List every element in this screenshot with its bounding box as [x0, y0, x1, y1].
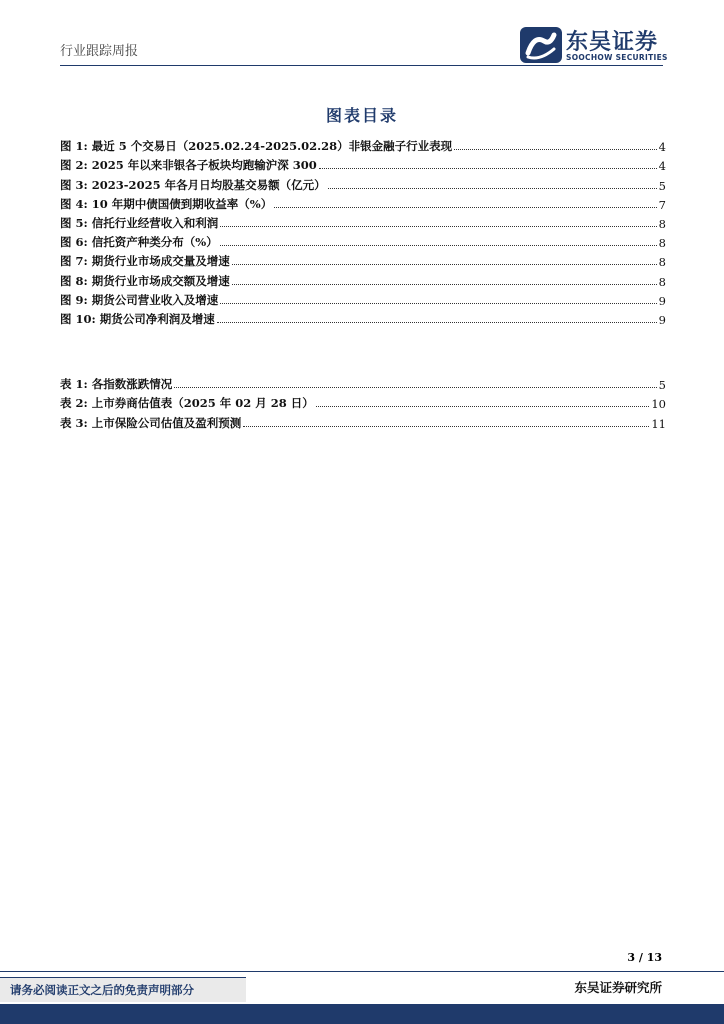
toc-page-number: 4 — [658, 140, 666, 155]
toc-entry-text — [60, 215, 218, 231]
toc-row[interactable] — [60, 250, 666, 269]
toc-entry-title: 期货公司净利润及增速 — [99, 311, 215, 326]
brand-logo-icon — [520, 27, 562, 63]
toc-row[interactable] — [60, 392, 666, 411]
toc-label: 图 3: — [60, 177, 88, 192]
toc-entry-title: 2023-2025 年各月日均股基交易额（亿元） — [91, 177, 326, 192]
toc-title: 图表目录 — [325, 106, 398, 125]
toc-entry-title: 期货公司营业收入及增速 — [91, 292, 219, 307]
toc-label: 图 2: — [60, 158, 88, 173]
footer-disclaimer-box — [0, 977, 246, 1002]
toc-entry-title: 上市保险公司估值及盈利预测 — [91, 415, 242, 430]
toc-leader-dots — [232, 264, 657, 265]
toc-leader-dots — [220, 245, 657, 246]
toc-page-number: 7 — [658, 197, 666, 212]
toc-entry-text — [60, 138, 452, 154]
toc-label: 表 3: — [60, 415, 88, 430]
toc-leader-dots — [217, 322, 657, 323]
toc-label: 表 1: — [60, 377, 88, 392]
toc-row[interactable] — [60, 373, 666, 392]
toc-entry-text — [60, 311, 215, 327]
toc-entry-text — [60, 273, 230, 289]
toc-row[interactable] — [60, 289, 666, 308]
toc-entry-title: 10 年期中债国债到期收益率（%） — [91, 196, 273, 211]
toc-entry-text — [60, 292, 218, 308]
footer-institute: 东吴证券研究所 — [574, 980, 662, 995]
table-list — [60, 373, 666, 431]
toc-leader-dots — [220, 303, 656, 304]
toc-page-number: 9 — [658, 293, 666, 308]
toc-leader-dots — [319, 168, 657, 169]
toc-entry-title: 信托行业经营收入和利润 — [91, 215, 219, 230]
toc-entry-text — [60, 376, 172, 392]
toc-leader-dots — [454, 149, 657, 150]
toc-label: 图 1: — [60, 139, 88, 154]
toc-entry-text — [60, 253, 230, 269]
page-number: 3 / 13 — [627, 951, 662, 964]
toc-leader-dots — [243, 426, 649, 427]
toc-entry-text — [60, 157, 317, 173]
footer-disclaimer: 请务必阅读正文之后的免责声明部分 — [10, 983, 194, 997]
toc-entry-title: 各指数涨跌情况 — [91, 377, 173, 392]
toc-page-number: 8 — [658, 255, 666, 270]
toc-row[interactable] — [60, 154, 666, 173]
toc-label: 图 10: — [60, 311, 96, 326]
toc-row[interactable] — [60, 193, 666, 212]
brand-logo — [520, 27, 680, 63]
toc-label: 图 8: — [60, 273, 88, 288]
report-type-label: 行业跟踪周报 — [60, 44, 139, 59]
toc-row[interactable] — [60, 411, 666, 430]
toc-entry-title: 上市券商估值表（2025 年 02 月 28 日） — [91, 396, 314, 411]
toc-leader-dots — [232, 284, 657, 285]
toc-row[interactable] — [60, 212, 666, 231]
brand-name-cn: 东吴证券 — [566, 30, 659, 55]
toc-leader-dots — [220, 226, 656, 227]
toc-page-number: 10 — [651, 397, 666, 412]
toc-entry-text — [60, 234, 218, 250]
toc-entry-title: 最近 5 个交易日（2025.02.24-2025.02.28）非银金融子行业表现 — [91, 139, 453, 154]
toc-leader-dots — [316, 406, 650, 407]
figure-list — [60, 135, 666, 327]
toc-row[interactable] — [60, 173, 666, 192]
toc-entry-title: 信托资产种类分布（%） — [91, 235, 218, 250]
toc-entry-title: 期货行业市场成交额及增速 — [91, 273, 230, 288]
brand-name-en: SOOCHOW SECURITIES — [566, 53, 668, 62]
toc-row[interactable] — [60, 135, 666, 154]
toc-label: 图 4: — [60, 196, 88, 211]
toc-leader-dots — [274, 207, 656, 208]
toc-page-number: 9 — [658, 312, 666, 327]
toc-entry-title: 2025 年以来非银各子板块均跑输沪深 300 — [91, 158, 317, 173]
header-divider — [60, 65, 663, 66]
toc-entry-text — [60, 415, 241, 431]
toc-page-number: 8 — [658, 236, 666, 251]
footer-bar — [0, 1004, 724, 1024]
toc-page-number: 8 — [658, 274, 666, 289]
toc-label: 图 6: — [60, 235, 88, 250]
toc-entry-text — [60, 196, 272, 212]
toc-label: 图 5: — [60, 215, 88, 230]
toc-entry-text — [60, 395, 314, 411]
toc-entry-text — [60, 177, 326, 193]
toc-page-number: 5 — [658, 178, 666, 193]
toc-leader-dots — [328, 188, 657, 189]
toc-label: 图 9: — [60, 292, 88, 307]
toc-row[interactable] — [60, 269, 666, 288]
toc-label: 表 2: — [60, 396, 88, 411]
toc-page-number: 11 — [651, 416, 666, 431]
toc-row[interactable] — [60, 308, 666, 327]
toc-leader-dots — [174, 387, 656, 388]
toc-row[interactable] — [60, 231, 666, 250]
toc-page-number: 8 — [658, 216, 666, 231]
toc-label: 图 7: — [60, 254, 88, 269]
toc-page-number: 4 — [658, 159, 666, 174]
toc-page-number: 5 — [658, 378, 666, 393]
footer-divider — [0, 971, 724, 972]
toc-entry-title: 期货行业市场成交量及增速 — [91, 254, 230, 269]
